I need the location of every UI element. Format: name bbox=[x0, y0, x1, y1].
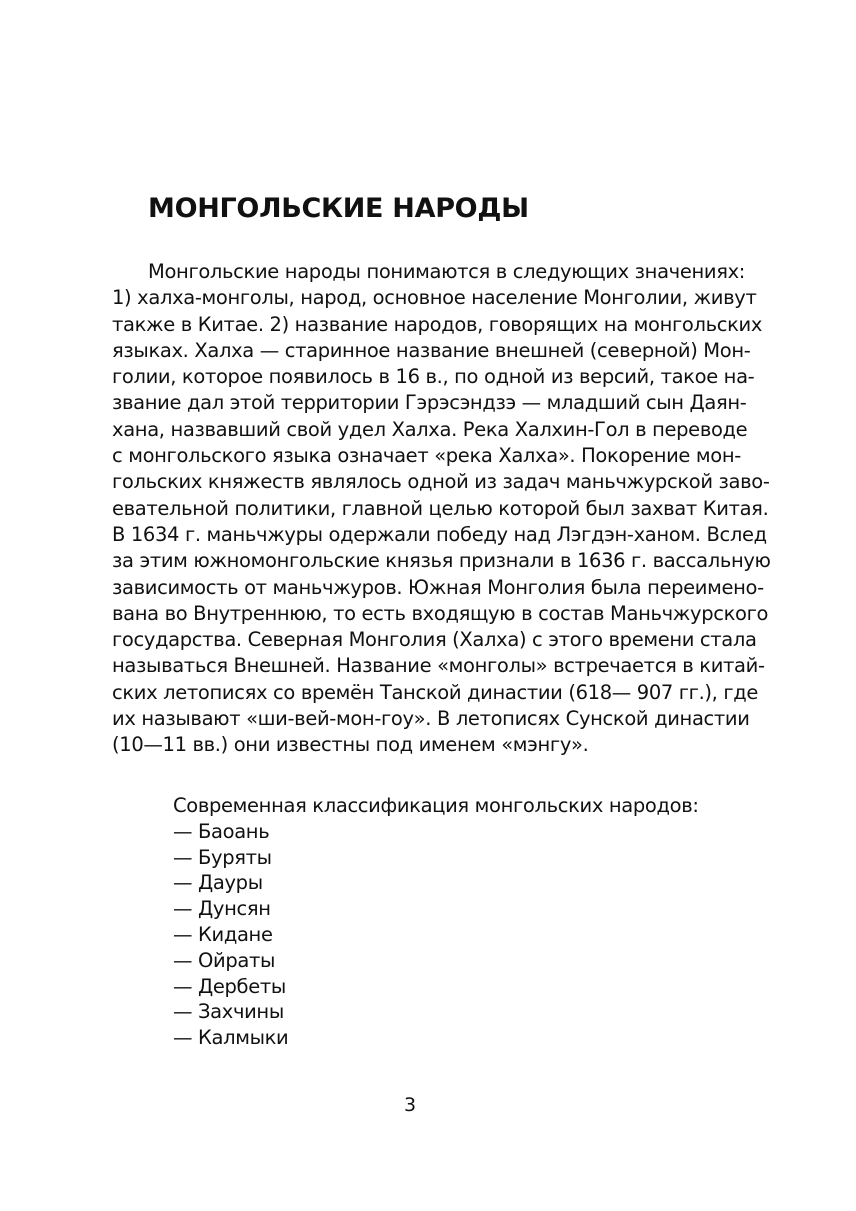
page-title: МОНГОЛЬСКИЕ НАРОДЫ bbox=[148, 193, 529, 224]
list-item: — Буряты bbox=[173, 845, 272, 869]
paragraph-line: языках. Халха — старинное название внешней (северной) Мон- bbox=[112, 338, 751, 362]
list-item: — Ойраты bbox=[173, 948, 276, 972]
classification-heading: Современная классификация монгольских народов: bbox=[173, 794, 699, 817]
paragraph-line: Монгольские народы понимаются в следующих значениях: bbox=[148, 260, 746, 283]
paragraph-line: (10—11 вв.) они известны под именем «мэнгу». bbox=[112, 733, 589, 757]
paragraph-line: гольских княжеств являлось одной из задач маньчжурской заво- bbox=[112, 470, 770, 494]
list-item: — Баоань bbox=[173, 819, 270, 843]
paragraph-line: В 1634 г. маньчжуры одержали победу над Лэгдэн-ханом. Вслед bbox=[112, 522, 767, 546]
paragraph-line: хана, назвавший свой удел Халха. Река Халхин-Гол в переводе bbox=[112, 417, 748, 441]
main-paragraph bbox=[112, 259, 771, 759]
paragraph-line: вана во Внутреннюю, то есть входящую в состав Маньчжурского bbox=[112, 601, 769, 625]
page-number: 3 bbox=[403, 1094, 417, 1116]
paragraph-line: за этим южномонгольские князья признали в 1636 г. вассальную bbox=[112, 549, 771, 573]
paragraph-line: называться Внешней. Название «монголы» встречается в китай- bbox=[112, 654, 765, 678]
list-item: — Калмыки bbox=[173, 1026, 289, 1050]
list-item: — Дауры bbox=[173, 871, 263, 895]
paragraph-line: голии, которое появилось в 16 в., по одной из версий, такое на- bbox=[112, 365, 755, 389]
paragraph-line: также в Китае. 2) название народов, говорящих на монгольских bbox=[112, 312, 763, 336]
list-item: — Дунсян bbox=[173, 897, 271, 921]
paragraph-line: государства. Северная Монголия (Халха) с этого времени стала bbox=[112, 628, 757, 652]
paragraph-line: евательной политики, главной целью которой был захват Китая. bbox=[112, 496, 769, 520]
paragraph-line: их называют «ши-вей-мон-гоу». В летописях Сунской династии bbox=[112, 707, 750, 731]
paragraph-line: звание дал этой территории Гэрэсэндзэ — младший сын Даян- bbox=[112, 391, 747, 415]
classification-list bbox=[173, 793, 699, 1051]
paragraph-line: ских летописях со времён Танской династии (618— 907 гг.), где bbox=[112, 680, 759, 704]
list-item: — Дербеты bbox=[173, 974, 286, 998]
list-item: — Кидане bbox=[173, 922, 273, 946]
list-item: — Захчины bbox=[173, 1000, 284, 1024]
paragraph-line: зависимость от маньчжуров. Южная Монголия была переимено- bbox=[112, 575, 764, 599]
paragraph-line: 1) халха-монголы, народ, основное население Монголии, живут bbox=[112, 286, 757, 310]
paragraph-line: с монгольского языка означает «река Халха». Покорение мон- bbox=[112, 444, 741, 468]
